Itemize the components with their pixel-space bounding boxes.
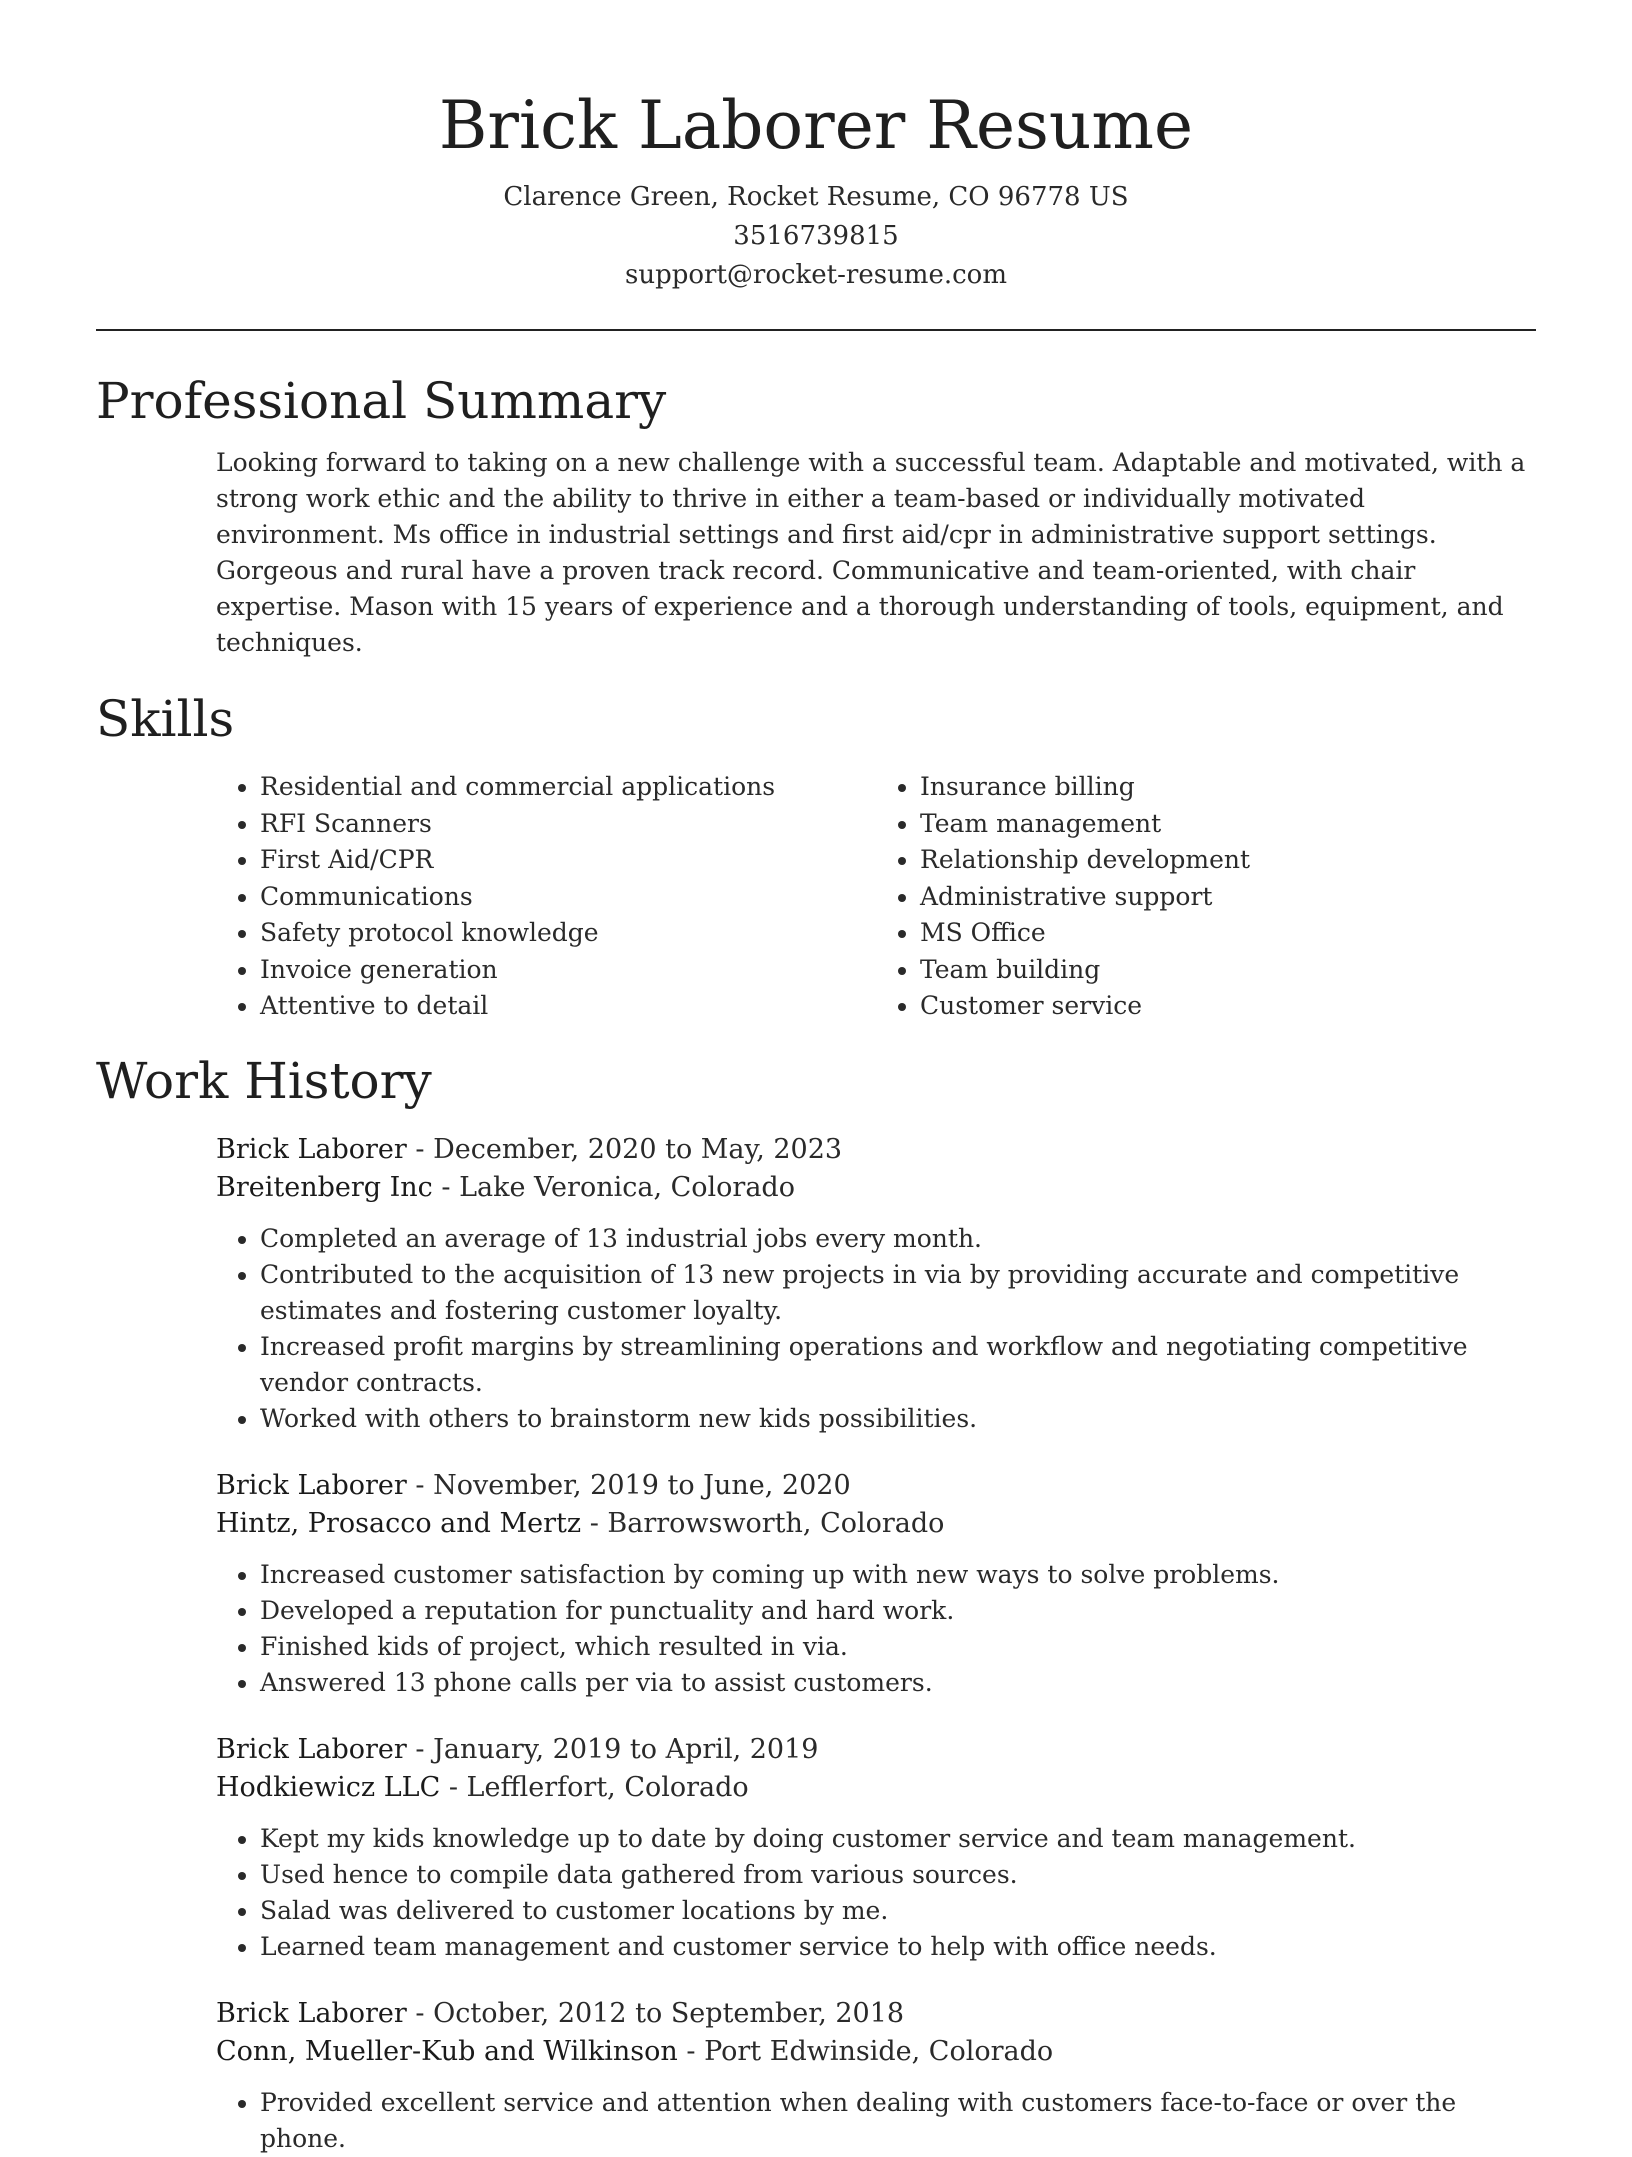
job-bullet: • Kept my kids knowledge up to date by doing customer service and team management. <box>260 1821 1536 1857</box>
job-company-line <box>216 2033 1536 2071</box>
contact-block <box>96 178 1536 295</box>
job-dates: - January, 2019 to April, 2019 <box>406 1733 819 1765</box>
job-title-line <box>216 1467 1536 1505</box>
job-title: Brick Laborer <box>216 1997 407 2029</box>
skill-item: • Insurance billing <box>920 769 1536 806</box>
job-entry <box>216 1467 1536 1701</box>
job-location: - Port Edwinside, Colorado <box>677 2035 1054 2067</box>
skills-grid <box>216 769 1536 1025</box>
job-title: Brick Laborer <box>216 1133 407 1165</box>
contact-email: support@rocket-resume.com <box>624 260 1007 290</box>
job-title-line <box>216 1995 1536 2033</box>
skill-item: • Relationship development <box>920 842 1536 879</box>
resume-title: Brick Laborer Resume <box>438 87 1194 164</box>
job-title: Brick Laborer <box>216 1733 407 1765</box>
summary-text: Looking forward to taking on a new challenge with a successful team. Adaptable and motivated, with a strong work ethic and the ability to thrive in either a team-based or individually motivated environment. Ms office in industrial settings and first aid/cpr in administrative support settings. Gorgeous and rural have a proven track record. Communicative and team-oriented, with chair expertise. Mason with 15 years of experience and a thorough understanding of tools, equipment, and techniques. <box>216 448 1526 657</box>
job-bullets <box>216 1557 1536 1701</box>
job-dates: - October, 2012 to September, 2018 <box>406 1997 905 2029</box>
skills-list-right <box>876 769 1536 1025</box>
job-dates: - November, 2019 to June, 2020 <box>406 1469 851 1501</box>
contact-phone: 3516739815 <box>733 221 899 251</box>
job-title-line <box>216 1131 1536 1169</box>
job-bullet: • Completed an average of 13 industrial jobs every month. <box>260 1221 1536 1257</box>
summary-section <box>96 369 1536 661</box>
skills-list-left <box>216 769 876 1025</box>
job-entry <box>216 1731 1536 1965</box>
job-company: Conn, Mueller-Kub and Wilkinson <box>216 2035 678 2067</box>
skill-item: • Communications <box>260 879 876 916</box>
job-bullet: • Learned team management and customer service to help with office needs. <box>260 1929 1536 1965</box>
job-entry <box>216 1131 1536 1437</box>
contact-address: Clarence Green, Rocket Resume, CO 96778 US <box>503 182 1129 212</box>
skill-item: • MS Office <box>920 915 1536 952</box>
job-company: Hodkiewicz LLC <box>216 1771 441 1803</box>
job-bullet: • Increased profit margins by streamlining operations and workflow and negotiating competitive vendor contracts. <box>260 1329 1536 1401</box>
job-bullet: • Provided excellent service and attention when dealing with customers face-to-face or over the phone. <box>260 2085 1536 2157</box>
job-bullet: • Used hence to compile data gathered from various sources. <box>260 1857 1536 1893</box>
job-bullet: • Increased customer satisfaction by coming up with new ways to solve problems. <box>260 1557 1536 1593</box>
header-divider <box>96 329 1536 331</box>
job-bullets <box>216 2085 1536 2157</box>
work-history-section <box>96 1049 1536 2157</box>
job-bullet: • Finished kids of project, which resulted in via. <box>260 1629 1536 1665</box>
skills-section <box>96 687 1536 1025</box>
job-dates: - December, 2020 to May, 2023 <box>406 1133 843 1165</box>
job-company-line <box>216 1769 1536 1807</box>
skill-item: • Customer service <box>920 988 1536 1025</box>
skill-item: • Team management <box>920 806 1536 843</box>
skill-item: • Invoice generation <box>260 952 876 989</box>
job-company-line <box>216 1505 1536 1543</box>
job-bullet: • Worked with others to brainstorm new kids possibilities. <box>260 1401 1536 1437</box>
resume-page <box>96 0 1536 2157</box>
skills-heading: Skills <box>96 690 235 748</box>
skill-item: • Team building <box>920 952 1536 989</box>
job-location: - Lefflerfort, Colorado <box>440 1771 749 1803</box>
job-title: Brick Laborer <box>216 1469 407 1501</box>
job-bullet: • Contributed to the acquisition of 13 new projects in via by providing accurate and competitive estimates and fostering customer loyalty. <box>260 1257 1536 1329</box>
job-bullets <box>216 1221 1536 1437</box>
job-title-line <box>216 1731 1536 1769</box>
skill-item: • Safety protocol knowledge <box>260 915 876 952</box>
job-bullet: • Developed a reputation for punctuality and hard work. <box>260 1593 1536 1629</box>
job-bullets <box>216 1821 1536 1965</box>
skill-item: • Attentive to detail <box>260 988 876 1025</box>
job-location: - Lake Veronica, Colorado <box>432 1171 795 1203</box>
job-company-line <box>216 1169 1536 1207</box>
resume-header <box>96 0 1536 295</box>
job-entry <box>216 1995 1536 2157</box>
job-bullet: • Salad was delivered to customer locations by me. <box>260 1893 1536 1929</box>
skill-item: • Administrative support <box>920 879 1536 916</box>
job-bullet: • Answered 13 phone calls per via to assist customers. <box>260 1665 1536 1701</box>
summary-heading: Professional Summary <box>96 372 667 430</box>
skill-item: • First Aid/CPR <box>260 842 876 879</box>
skill-item: • Residential and commercial applications <box>260 769 876 806</box>
job-company: Hintz, Prosacco and Mertz <box>216 1507 582 1539</box>
skill-item: • RFI Scanners <box>260 806 876 843</box>
job-company: Breitenberg Inc <box>216 1171 433 1203</box>
work-history-heading: Work History <box>96 1051 432 1110</box>
job-location: - Barrowsworth, Colorado <box>581 1507 945 1539</box>
